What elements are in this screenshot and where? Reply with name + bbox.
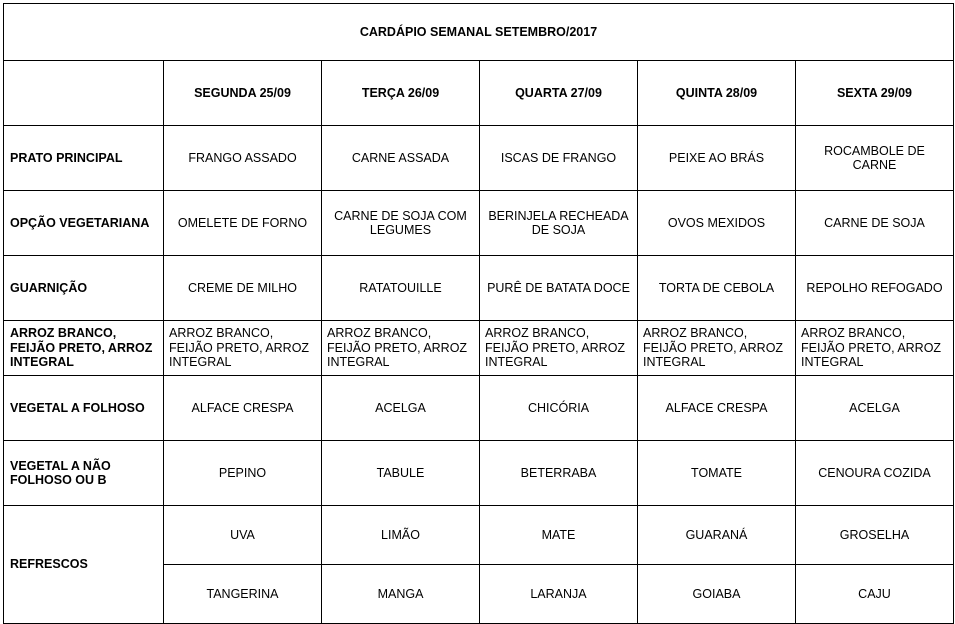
- header-day-wednesday: QUARTA 27/09: [480, 61, 638, 126]
- row-label-vegetal-folhoso: VEGETAL A FOLHOSO: [4, 376, 164, 441]
- cell-refresco1-monday: UVA: [164, 506, 322, 565]
- cell-guarnicao-wednesday: PURÊ DE BATATA DOCE: [480, 256, 638, 321]
- cell-guarnicao-tuesday: RATATOUILLE: [322, 256, 480, 321]
- cell-refresco2-wednesday: LARANJA: [480, 565, 638, 624]
- cell-refresco1-thursday: GUARANÁ: [638, 506, 796, 565]
- header-day-friday: SEXTA 29/09: [796, 61, 954, 126]
- weekly-menu-table: [3, 3, 954, 624]
- table-row: [4, 191, 954, 256]
- row-label-arroz-feijao: ARROZ BRANCO, FEIJÃO PRETO, ARROZ INTEGRAL: [4, 321, 164, 376]
- cell-prato-principal-friday: ROCAMBOLE DE CARNE: [796, 126, 954, 191]
- row-label-refrescos: REFRESCOS: [4, 506, 164, 624]
- header-day-tuesday: TERÇA 26/09: [322, 61, 480, 126]
- row-label-vegetal-nao-folhoso: VEGETAL A NÃO FOLHOSO OU B: [4, 441, 164, 506]
- cell-refresco2-monday: TANGERINA: [164, 565, 322, 624]
- menu-sheet: [0, 3, 955, 605]
- header-row: [4, 61, 954, 126]
- table-row: [4, 506, 954, 565]
- cell-arroz-feijao-tuesday: ARROZ BRANCO, FEIJÃO PRETO, ARROZ INTEGRAL: [322, 321, 480, 376]
- cell-arroz-feijao-monday: ARROZ BRANCO, FEIJÃO PRETO, ARROZ INTEGRAL: [164, 321, 322, 376]
- cell-vegetal-folhoso-monday: ALFACE CRESPA: [164, 376, 322, 441]
- table-row: [4, 321, 954, 376]
- cell-arroz-feijao-wednesday: ARROZ BRANCO, FEIJÃO PRETO, ARROZ INTEGRAL: [480, 321, 638, 376]
- cell-vegetal-folhoso-friday: ACELGA: [796, 376, 954, 441]
- cell-guarnicao-monday: CREME DE MILHO: [164, 256, 322, 321]
- cell-opcao-vegetariana-monday: OMELETE DE FORNO: [164, 191, 322, 256]
- cell-opcao-vegetariana-wednesday: BERINJELA RECHEADA DE SOJA: [480, 191, 638, 256]
- cell-guarnicao-friday: REPOLHO REFOGADO: [796, 256, 954, 321]
- header-day-thursday: QUINTA 28/09: [638, 61, 796, 126]
- cell-refresco2-tuesday: MANGA: [322, 565, 480, 624]
- cell-vegetal-folhoso-thursday: ALFACE CRESPA: [638, 376, 796, 441]
- cell-guarnicao-thursday: TORTA DE CEBOLA: [638, 256, 796, 321]
- cell-refresco1-tuesday: LIMÃO: [322, 506, 480, 565]
- cell-vegetal-nao-folhoso-monday: PEPINO: [164, 441, 322, 506]
- title-row: [4, 4, 954, 61]
- cell-refresco2-friday: CAJU: [796, 565, 954, 624]
- cell-opcao-vegetariana-friday: CARNE DE SOJA: [796, 191, 954, 256]
- cell-vegetal-nao-folhoso-friday: CENOURA COZIDA: [796, 441, 954, 506]
- cell-prato-principal-thursday: PEIXE AO BRÁS: [638, 126, 796, 191]
- cell-refresco1-wednesday: MATE: [480, 506, 638, 565]
- cell-prato-principal-monday: FRANGO ASSADO: [164, 126, 322, 191]
- row-label-guarnicao: GUARNIÇÃO: [4, 256, 164, 321]
- cell-arroz-feijao-thursday: ARROZ BRANCO, FEIJÃO PRETO, ARROZ INTEGRAL: [638, 321, 796, 376]
- row-label-opcao-vegetariana: OPÇÃO VEGETARIANA: [4, 191, 164, 256]
- cell-vegetal-folhoso-tuesday: ACELGA: [322, 376, 480, 441]
- cell-opcao-vegetariana-tuesday: CARNE DE SOJA COM LEGUMES: [322, 191, 480, 256]
- header-corner-cell: [4, 61, 164, 126]
- table-row: [4, 126, 954, 191]
- table-row: [4, 256, 954, 321]
- cell-prato-principal-wednesday: ISCAS DE FRANGO: [480, 126, 638, 191]
- document-title: CARDÁPIO SEMANAL SETEMBRO/2017: [4, 4, 954, 61]
- cell-vegetal-nao-folhoso-tuesday: TABULE: [322, 441, 480, 506]
- cell-arroz-feijao-friday: ARROZ BRANCO, FEIJÃO PRETO, ARROZ INTEGRAL: [796, 321, 954, 376]
- cell-vegetal-folhoso-wednesday: CHICÓRIA: [480, 376, 638, 441]
- cell-refresco2-thursday: GOIABA: [638, 565, 796, 624]
- table-row: [4, 441, 954, 506]
- cell-prato-principal-tuesday: CARNE ASSADA: [322, 126, 480, 191]
- table-row: [4, 376, 954, 441]
- row-label-prato-principal: PRATO PRINCIPAL: [4, 126, 164, 191]
- cell-vegetal-nao-folhoso-wednesday: BETERRABA: [480, 441, 638, 506]
- cell-vegetal-nao-folhoso-thursday: TOMATE: [638, 441, 796, 506]
- cell-opcao-vegetariana-thursday: OVOS MEXIDOS: [638, 191, 796, 256]
- header-day-monday: SEGUNDA 25/09: [164, 61, 322, 126]
- cell-refresco1-friday: GROSELHA: [796, 506, 954, 565]
